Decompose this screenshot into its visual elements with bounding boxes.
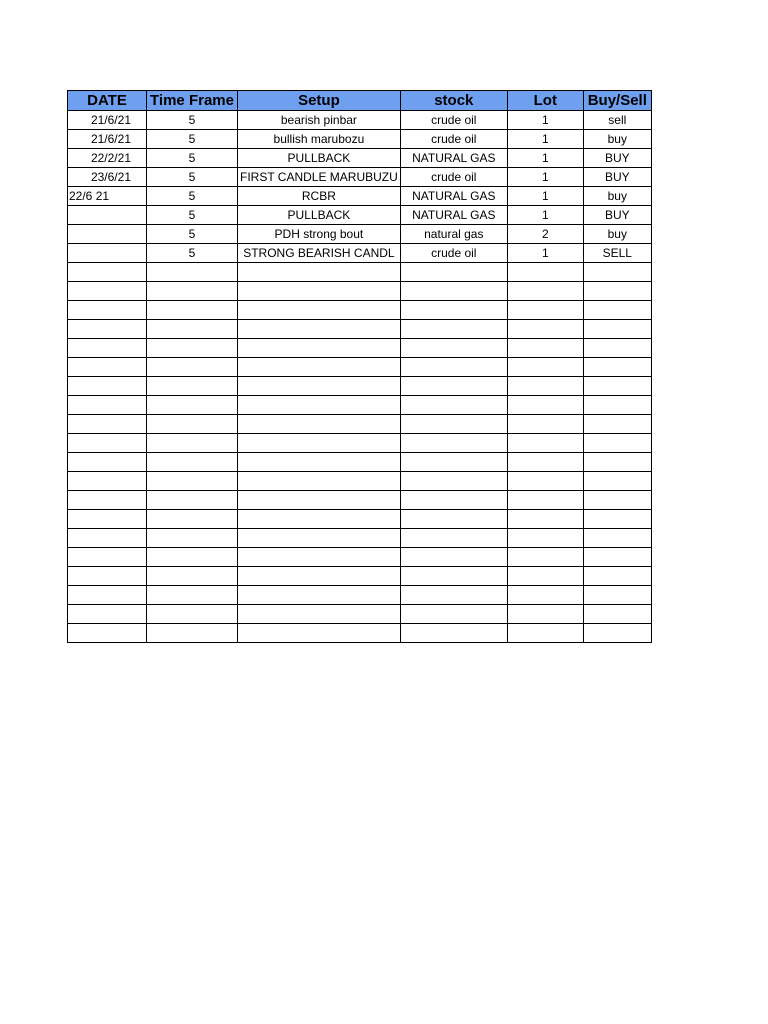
- time-frame-cell[interactable]: [147, 301, 238, 320]
- buy-sell-cell[interactable]: [583, 510, 651, 529]
- setup-cell[interactable]: [238, 453, 401, 472]
- header-row: [68, 91, 652, 111]
- buy-sell-cell[interactable]: [583, 586, 651, 605]
- stock-cell[interactable]: [400, 510, 507, 529]
- date-cell[interactable]: [68, 244, 147, 263]
- table-row: [68, 624, 652, 643]
- lot-cell[interactable]: [507, 586, 583, 605]
- table-row: [68, 149, 652, 168]
- buy-sell-cell[interactable]: [583, 491, 651, 510]
- time-frame-cell[interactable]: 5: [147, 111, 238, 130]
- time-frame-cell[interactable]: [147, 434, 238, 453]
- buy-sell-cell[interactable]: buy: [583, 187, 651, 206]
- header-time-frame: Time Frame: [147, 91, 238, 111]
- lot-cell[interactable]: 1: [507, 206, 583, 225]
- buy-sell-cell[interactable]: BUY: [583, 206, 651, 225]
- date-cell[interactable]: [68, 320, 147, 339]
- table-row: [68, 415, 652, 434]
- buy-sell-cell[interactable]: [583, 282, 651, 301]
- table-row: [68, 567, 652, 586]
- setup-cell[interactable]: bearish pinbar: [238, 111, 401, 130]
- lot-cell[interactable]: [507, 320, 583, 339]
- date-cell[interactable]: [68, 377, 147, 396]
- table-row: [68, 130, 652, 149]
- time-frame-cell[interactable]: [147, 605, 238, 624]
- table-row: [68, 320, 652, 339]
- time-frame-cell[interactable]: [147, 491, 238, 510]
- time-frame-cell[interactable]: [147, 586, 238, 605]
- lot-cell[interactable]: 1: [507, 187, 583, 206]
- lot-cell[interactable]: [507, 548, 583, 567]
- stock-cell[interactable]: NATURAL GAS: [400, 187, 507, 206]
- stock-cell[interactable]: [400, 358, 507, 377]
- setup-cell[interactable]: [238, 510, 401, 529]
- table-row: [68, 244, 652, 263]
- table-row: [68, 111, 652, 130]
- buy-sell-cell[interactable]: sell: [583, 111, 651, 130]
- stock-cell[interactable]: natural gas: [400, 225, 507, 244]
- buy-sell-cell[interactable]: [583, 301, 651, 320]
- setup-cell[interactable]: RCBR: [238, 187, 401, 206]
- buy-sell-cell[interactable]: [583, 605, 651, 624]
- date-cell[interactable]: [68, 491, 147, 510]
- setup-cell[interactable]: [238, 624, 401, 643]
- lot-cell[interactable]: [507, 529, 583, 548]
- stock-cell[interactable]: [400, 434, 507, 453]
- buy-sell-cell[interactable]: [583, 396, 651, 415]
- header-setup: Setup: [238, 91, 401, 111]
- date-cell[interactable]: [68, 567, 147, 586]
- setup-cell[interactable]: [238, 586, 401, 605]
- time-frame-cell[interactable]: [147, 529, 238, 548]
- lot-cell[interactable]: 2: [507, 225, 583, 244]
- stock-cell[interactable]: crude oil: [400, 130, 507, 149]
- stock-cell[interactable]: [400, 377, 507, 396]
- trade-log-table: [67, 90, 652, 643]
- time-frame-cell[interactable]: 5: [147, 225, 238, 244]
- setup-cell[interactable]: [238, 605, 401, 624]
- setup-cell[interactable]: [238, 472, 401, 491]
- lot-cell[interactable]: [507, 339, 583, 358]
- table-row: [68, 282, 652, 301]
- stock-cell[interactable]: [400, 301, 507, 320]
- date-cell[interactable]: [68, 282, 147, 301]
- date-cell[interactable]: 22/6 21: [68, 187, 147, 206]
- time-frame-cell[interactable]: [147, 548, 238, 567]
- lot-cell[interactable]: [507, 396, 583, 415]
- lot-cell[interactable]: [507, 491, 583, 510]
- setup-cell[interactable]: [238, 434, 401, 453]
- time-frame-cell[interactable]: 5: [147, 168, 238, 187]
- stock-cell[interactable]: [400, 339, 507, 358]
- lot-cell[interactable]: [507, 358, 583, 377]
- date-cell[interactable]: 21/6/21: [68, 130, 147, 149]
- lot-cell[interactable]: [507, 453, 583, 472]
- date-cell[interactable]: [68, 472, 147, 491]
- setup-cell[interactable]: [238, 263, 401, 282]
- time-frame-cell[interactable]: [147, 624, 238, 643]
- buy-sell-cell[interactable]: SELL: [583, 244, 651, 263]
- time-frame-cell[interactable]: 5: [147, 244, 238, 263]
- lot-cell[interactable]: [507, 263, 583, 282]
- stock-cell[interactable]: [400, 320, 507, 339]
- buy-sell-cell[interactable]: [583, 415, 651, 434]
- setup-cell[interactable]: STRONG BEARISH CANDL: [238, 244, 401, 263]
- setup-cell[interactable]: [238, 396, 401, 415]
- table-row: [68, 187, 652, 206]
- date-cell[interactable]: [68, 225, 147, 244]
- time-frame-cell[interactable]: [147, 510, 238, 529]
- stock-cell[interactable]: crude oil: [400, 111, 507, 130]
- time-frame-cell[interactable]: [147, 567, 238, 586]
- stock-cell[interactable]: [400, 282, 507, 301]
- lot-cell[interactable]: [507, 567, 583, 586]
- setup-cell[interactable]: PULLBACK: [238, 206, 401, 225]
- stock-cell[interactable]: [400, 415, 507, 434]
- lot-cell[interactable]: [507, 510, 583, 529]
- lot-cell[interactable]: [507, 301, 583, 320]
- lot-cell[interactable]: 1: [507, 168, 583, 187]
- buy-sell-cell[interactable]: buy: [583, 225, 651, 244]
- date-cell[interactable]: 21/6/21: [68, 111, 147, 130]
- setup-cell[interactable]: [238, 339, 401, 358]
- date-cell[interactable]: [68, 339, 147, 358]
- table-row: [68, 225, 652, 244]
- header-buy-sell: Buy/Sell: [583, 91, 651, 111]
- table-row: [68, 301, 652, 320]
- stock-cell[interactable]: NATURAL GAS: [400, 206, 507, 225]
- stock-cell[interactable]: [400, 624, 507, 643]
- table-row: [68, 529, 652, 548]
- time-frame-cell[interactable]: [147, 453, 238, 472]
- lot-cell[interactable]: [507, 605, 583, 624]
- header-date: DATE: [68, 91, 147, 111]
- table-row: [68, 396, 652, 415]
- buy-sell-cell[interactable]: [583, 434, 651, 453]
- buy-sell-cell[interactable]: buy: [583, 130, 651, 149]
- time-frame-cell[interactable]: [147, 282, 238, 301]
- stock-cell[interactable]: [400, 453, 507, 472]
- stock-cell[interactable]: [400, 586, 507, 605]
- buy-sell-cell[interactable]: [583, 548, 651, 567]
- table-row: [68, 358, 652, 377]
- date-cell[interactable]: [68, 396, 147, 415]
- header-lot: Lot: [507, 91, 583, 111]
- date-cell[interactable]: [68, 206, 147, 225]
- lot-cell[interactable]: [507, 624, 583, 643]
- buy-sell-cell[interactable]: [583, 453, 651, 472]
- stock-cell[interactable]: NATURAL GAS: [400, 149, 507, 168]
- lot-cell[interactable]: [507, 282, 583, 301]
- buy-sell-cell[interactable]: [583, 377, 651, 396]
- table-row: [68, 510, 652, 529]
- table-row: [68, 548, 652, 567]
- date-cell[interactable]: 22/2/21: [68, 149, 147, 168]
- setup-cell[interactable]: [238, 282, 401, 301]
- date-cell[interactable]: [68, 605, 147, 624]
- lot-cell[interactable]: [507, 434, 583, 453]
- stock-cell[interactable]: [400, 548, 507, 567]
- table-body: [68, 111, 652, 643]
- lot-cell[interactable]: [507, 377, 583, 396]
- stock-cell[interactable]: [400, 567, 507, 586]
- setup-cell[interactable]: [238, 415, 401, 434]
- date-cell[interactable]: [68, 358, 147, 377]
- stock-cell[interactable]: [400, 491, 507, 510]
- lot-cell[interactable]: 1: [507, 111, 583, 130]
- date-cell[interactable]: [68, 510, 147, 529]
- time-frame-cell[interactable]: [147, 358, 238, 377]
- buy-sell-cell[interactable]: [583, 358, 651, 377]
- time-frame-cell[interactable]: 5: [147, 130, 238, 149]
- stock-cell[interactable]: [400, 605, 507, 624]
- time-frame-cell[interactable]: [147, 377, 238, 396]
- table-row: [68, 168, 652, 187]
- date-cell[interactable]: [68, 453, 147, 472]
- table-row: [68, 434, 652, 453]
- date-cell[interactable]: [68, 263, 147, 282]
- date-cell[interactable]: [68, 415, 147, 434]
- setup-cell[interactable]: PDH strong bout: [238, 225, 401, 244]
- table-row: [68, 586, 652, 605]
- buy-sell-cell[interactable]: [583, 320, 651, 339]
- time-frame-cell[interactable]: [147, 320, 238, 339]
- setup-cell[interactable]: [238, 491, 401, 510]
- setup-cell[interactable]: [238, 377, 401, 396]
- stock-cell[interactable]: [400, 529, 507, 548]
- lot-cell[interactable]: [507, 415, 583, 434]
- stock-cell[interactable]: [400, 472, 507, 491]
- buy-sell-cell[interactable]: [583, 567, 651, 586]
- date-cell[interactable]: [68, 586, 147, 605]
- time-frame-cell[interactable]: 5: [147, 206, 238, 225]
- header-stock: stock: [400, 91, 507, 111]
- buy-sell-cell[interactable]: [583, 624, 651, 643]
- buy-sell-cell[interactable]: BUY: [583, 168, 651, 187]
- buy-sell-cell[interactable]: [583, 339, 651, 358]
- setup-cell[interactable]: [238, 320, 401, 339]
- time-frame-cell[interactable]: [147, 472, 238, 491]
- lot-cell[interactable]: [507, 472, 583, 491]
- stock-cell[interactable]: crude oil: [400, 244, 507, 263]
- lot-cell[interactable]: 1: [507, 130, 583, 149]
- setup-cell[interactable]: [238, 567, 401, 586]
- table-row: [68, 206, 652, 225]
- setup-cell[interactable]: [238, 529, 401, 548]
- buy-sell-cell[interactable]: [583, 263, 651, 282]
- setup-cell[interactable]: FIRST CANDLE MARUBUZU: [238, 168, 401, 187]
- setup-cell[interactable]: [238, 358, 401, 377]
- time-frame-cell[interactable]: [147, 396, 238, 415]
- table-row: [68, 339, 652, 358]
- lot-cell[interactable]: 1: [507, 149, 583, 168]
- time-frame-cell[interactable]: [147, 339, 238, 358]
- table-row: [68, 491, 652, 510]
- table-row: [68, 263, 652, 282]
- table-row: [68, 472, 652, 491]
- setup-cell[interactable]: [238, 548, 401, 567]
- buy-sell-cell[interactable]: BUY: [583, 149, 651, 168]
- stock-cell[interactable]: crude oil: [400, 168, 507, 187]
- date-cell[interactable]: [68, 301, 147, 320]
- time-frame-cell[interactable]: [147, 415, 238, 434]
- setup-cell[interactable]: bullish marubozu: [238, 130, 401, 149]
- buy-sell-cell[interactable]: [583, 472, 651, 491]
- time-frame-cell[interactable]: 5: [147, 149, 238, 168]
- setup-cell[interactable]: PULLBACK: [238, 149, 401, 168]
- setup-cell[interactable]: [238, 301, 401, 320]
- table-row: [68, 453, 652, 472]
- date-cell[interactable]: 23/6/21: [68, 168, 147, 187]
- date-cell[interactable]: [68, 548, 147, 567]
- date-cell[interactable]: [68, 529, 147, 548]
- date-cell[interactable]: [68, 434, 147, 453]
- stock-cell[interactable]: [400, 263, 507, 282]
- lot-cell[interactable]: 1: [507, 244, 583, 263]
- table-row: [68, 377, 652, 396]
- time-frame-cell[interactable]: [147, 263, 238, 282]
- stock-cell[interactable]: [400, 396, 507, 415]
- table-row: [68, 605, 652, 624]
- time-frame-cell[interactable]: 5: [147, 187, 238, 206]
- date-cell[interactable]: [68, 624, 147, 643]
- buy-sell-cell[interactable]: [583, 529, 651, 548]
